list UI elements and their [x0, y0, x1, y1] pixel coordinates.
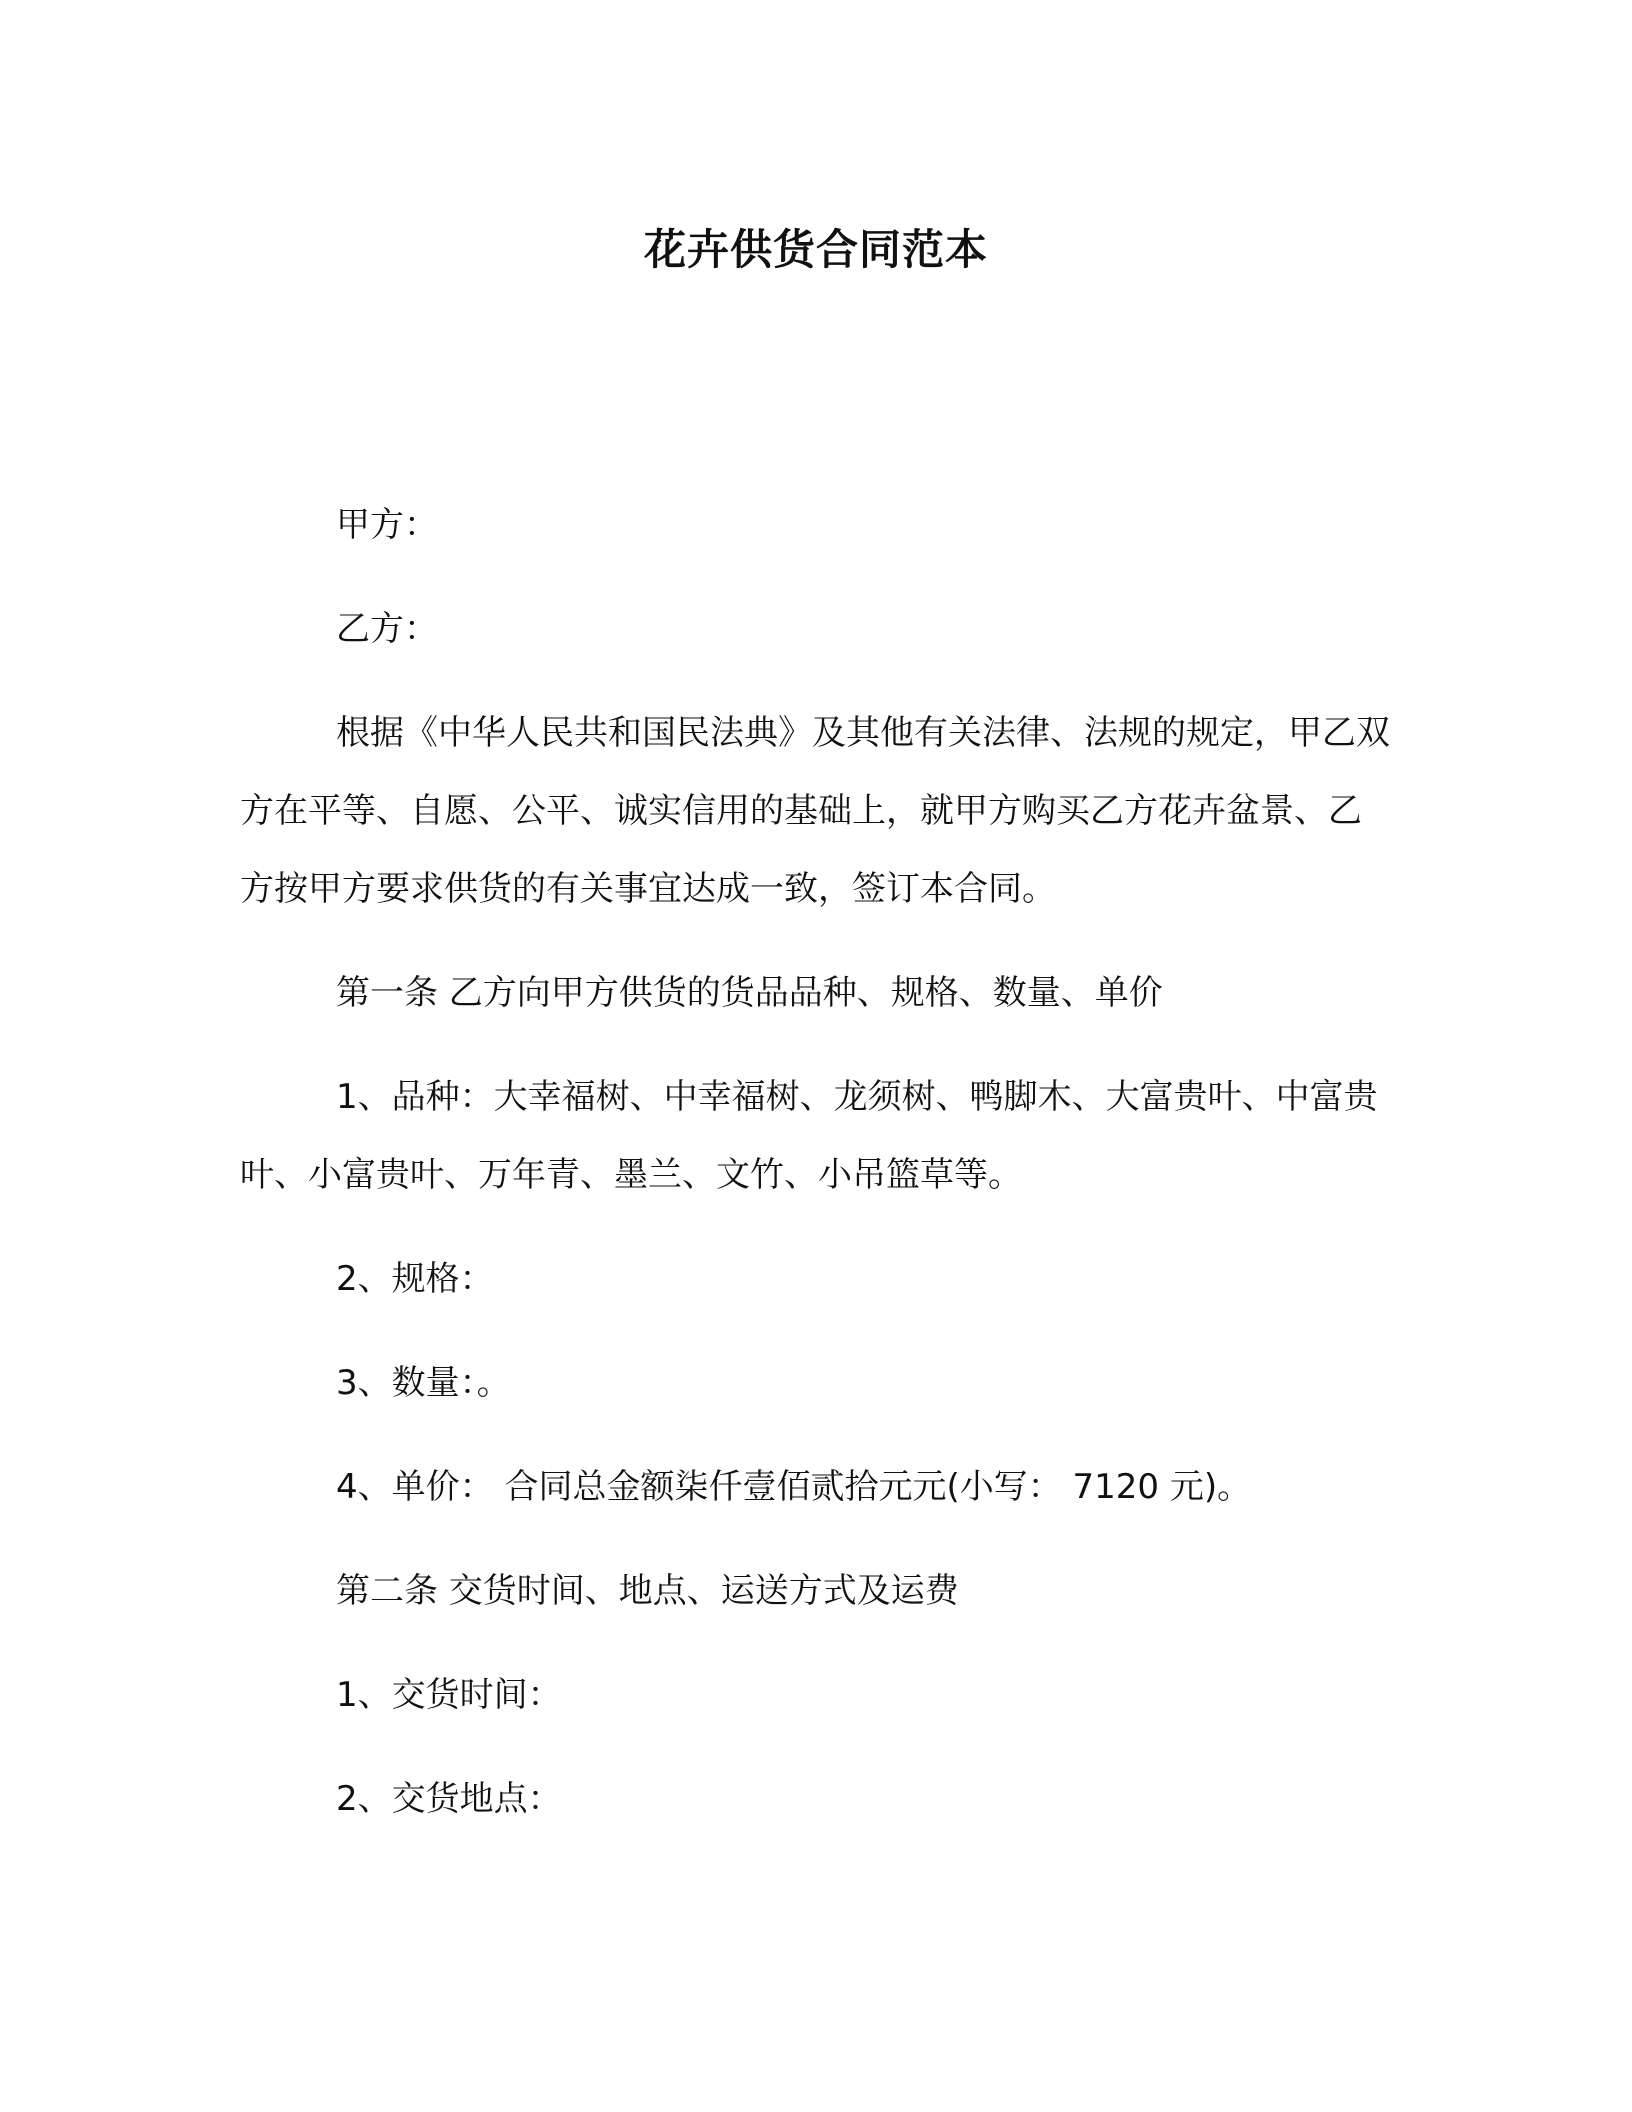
- item-quantity: 3、数量：。: [336, 1363, 511, 1403]
- delivery-time: 1、交货时间：: [336, 1675, 562, 1715]
- party-a-line: 甲方：: [336, 505, 438, 545]
- item-variety: 1、品种：大幸福树、中幸福树、龙须树、鸭脚木、大富贵叶、中富贵叶、小富贵叶、万年青、墨兰、文竹、小吊篮草等。: [240, 1077, 1378, 1195]
- document-body: [240, 486, 1392, 1838]
- item-specification: 2、规格：: [336, 1259, 494, 1299]
- delivery-location: 2、交货地点：: [336, 1779, 562, 1819]
- party-b-line: 乙方：: [336, 609, 438, 649]
- article-two-heading: 第二条 交货时间、地点、运送方式及运费: [336, 1571, 959, 1611]
- preamble-paragraph: 根据《中华人民共和国民法典》及其他有关法律、法规的规定，甲乙双方在平等、自愿、公平、诚实信用的基础上，就甲方购买乙方花卉盆景、乙方按甲方要求供货的有关事宜达成一致，签订本合同。: [240, 713, 1390, 909]
- article-one-heading: 第一条 乙方向甲方供货的货品品种、规格、数量、单价: [336, 973, 1163, 1013]
- item-unit-price: 4、单价： 合同总金额柒仟壹佰贰拾元元(小写： 7120 元)。: [336, 1467, 1252, 1507]
- document-title: 花卉供货合同范本: [643, 225, 988, 274]
